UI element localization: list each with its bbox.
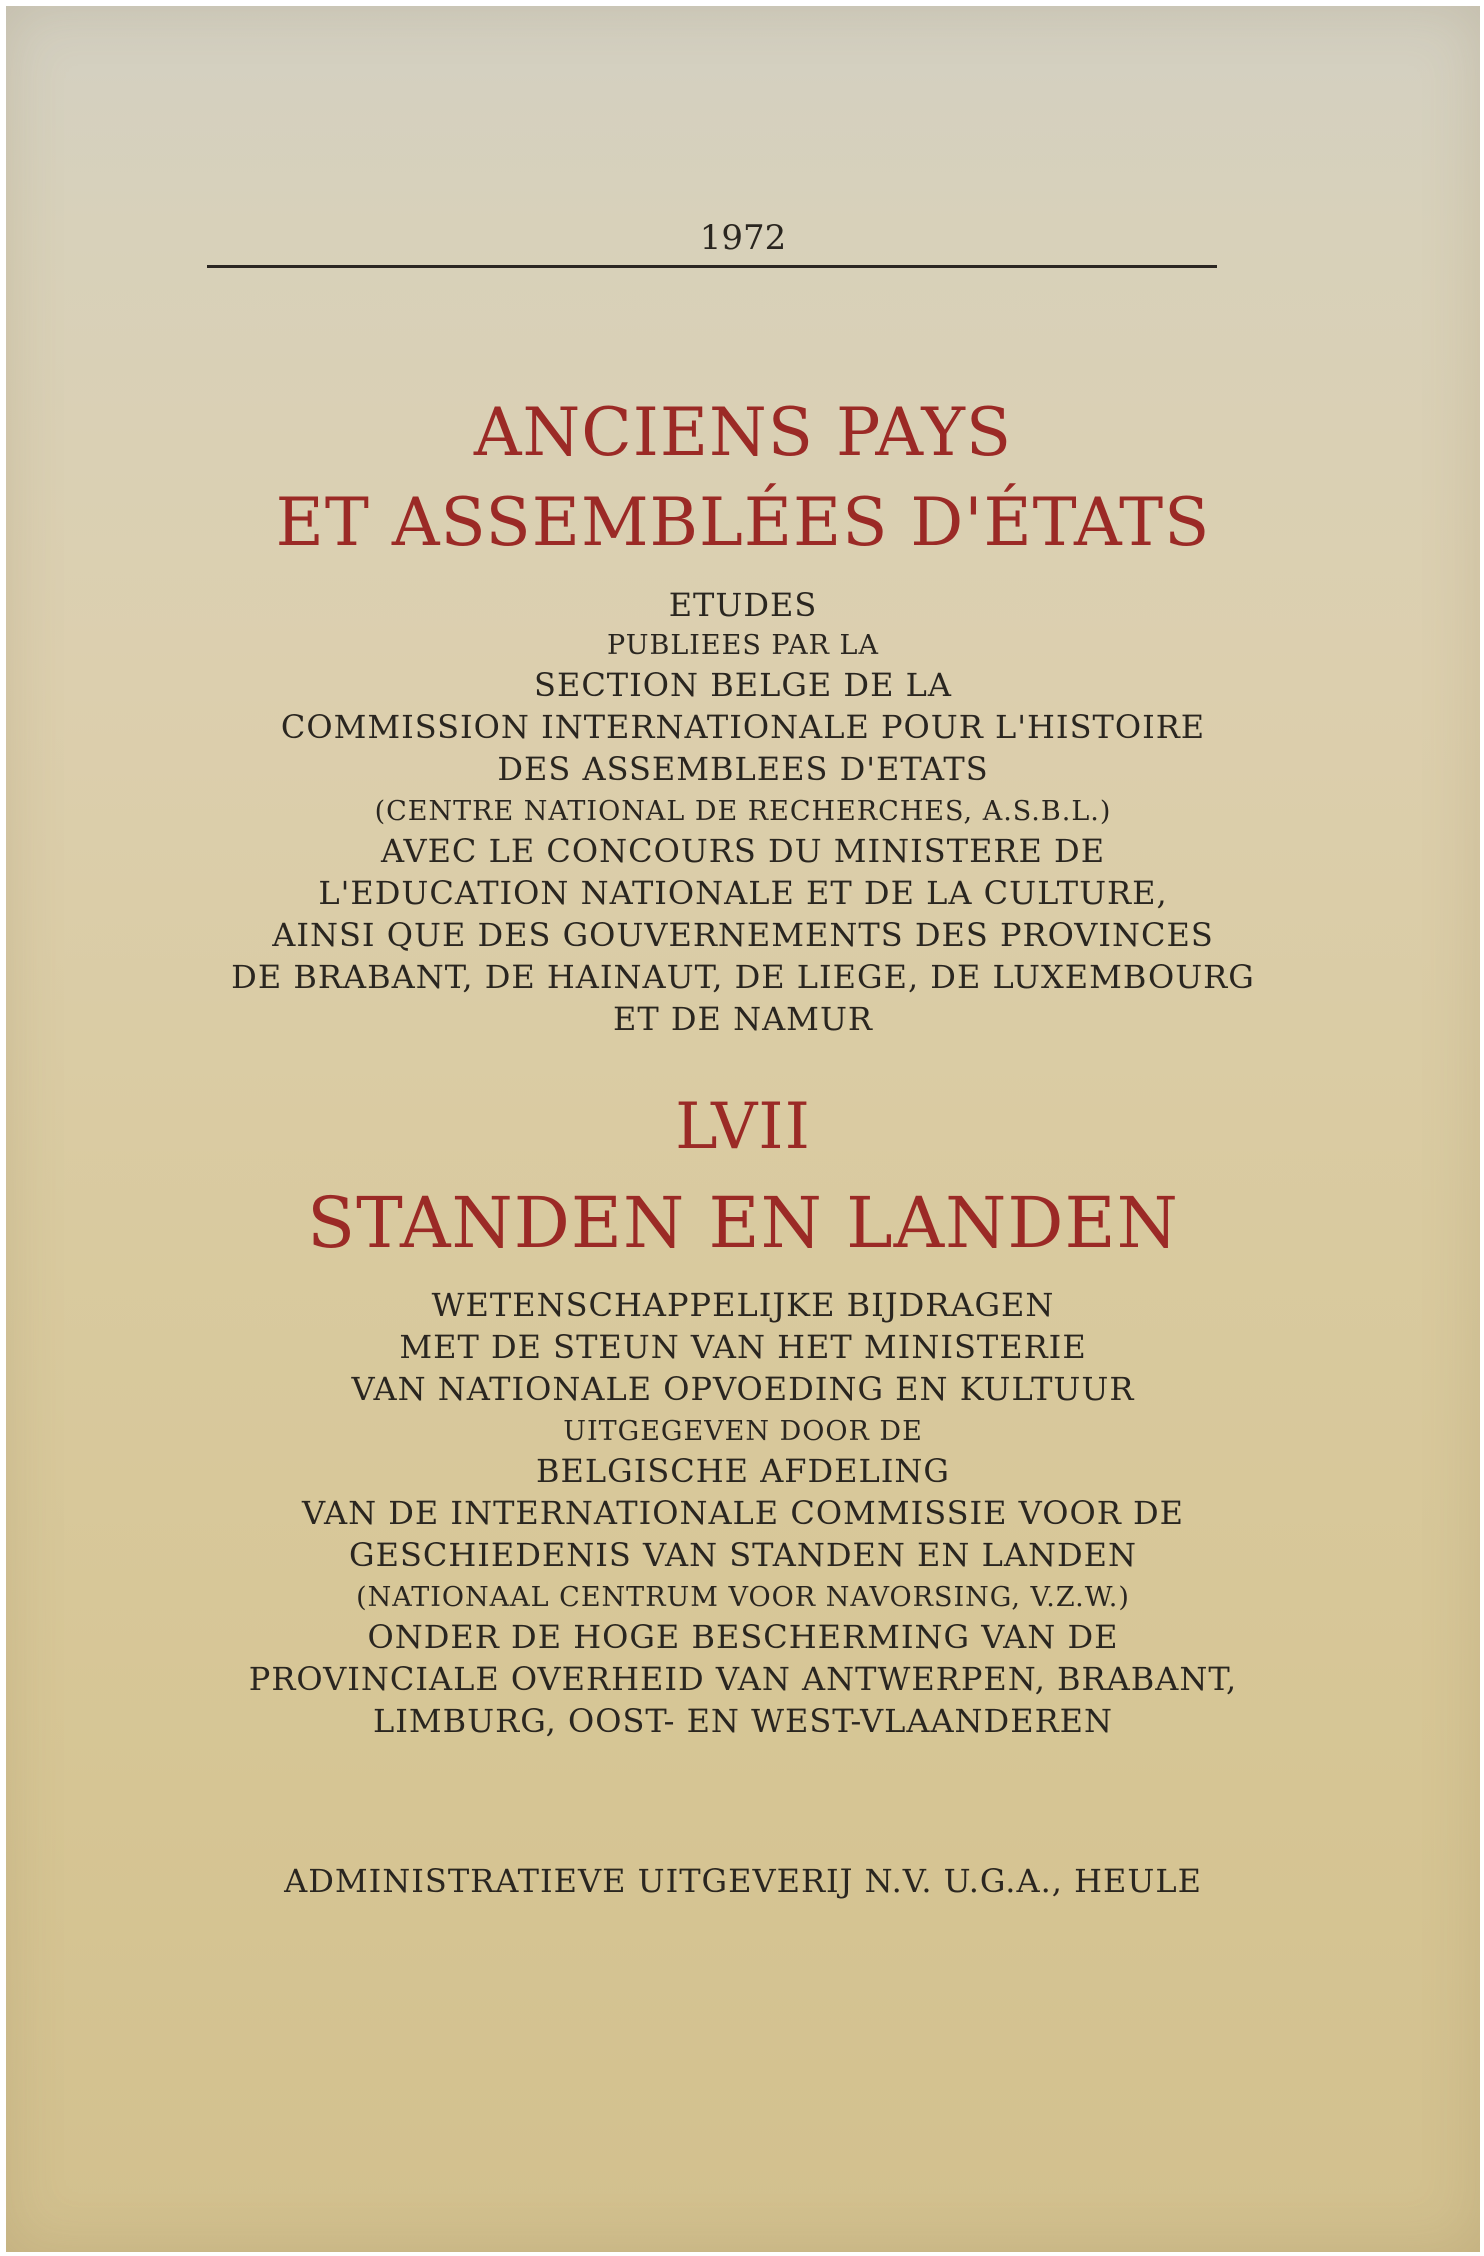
title-line-2: ET ASSEMBLÉES D'ÉTATS (275, 484, 1211, 561)
volume-number: LVII (675, 1090, 811, 1164)
french-line-4: COMMISSION INTERNATIONALE POUR L'HISTOIRE (280, 708, 1206, 746)
dutch-line-5: BELGISCHE AFDELING (536, 1452, 950, 1490)
dutch-line-8: (NATIONAAL CENTRUM VOOR NAVORSING, V.Z.W.) (356, 1582, 1130, 1613)
dutch-line-7: GESCHIEDENIS VAN STANDEN EN LANDEN (349, 1536, 1137, 1574)
french-line-1: ETUDES (668, 586, 818, 624)
book-cover (6, 6, 1480, 2252)
dutch-line-3: VAN NATIONALE OPVOEDING EN KULTUUR (351, 1370, 1135, 1408)
dutch-line-2: MET DE STEUN VAN HET MINISTERIE (399, 1328, 1087, 1366)
dutch-line-10: PROVINCIALE OVERHEID VAN ANTWERPEN, BRABANT, (248, 1660, 1238, 1698)
subtitle: STANDEN EN LANDEN (307, 1182, 1179, 1264)
dutch-line-4: UITGEGEVEN DOOR DE (563, 1416, 923, 1447)
french-line-8: L'EDUCATION NATIONALE ET DE LA CULTURE, (318, 874, 1168, 912)
french-line-10: DE BRABANT, DE HAINAUT, DE LIEGE, DE LUXEMBOURG (231, 958, 1255, 996)
publisher: ADMINISTRATIEVE UITGEVERIJ N.V. U.G.A., HEULE (284, 1862, 1202, 1900)
french-line-11: ET DE NAMUR (613, 1000, 873, 1038)
french-line-7: AVEC LE CONCOURS DU MINISTERE DE (380, 832, 1106, 870)
dutch-line-6: VAN DE INTERNATIONALE COMMISSIE VOOR DE (302, 1494, 1184, 1532)
dutch-line-1: WETENSCHAPPELIJKE BIJDRAGEN (431, 1286, 1055, 1324)
title-line-1: ANCIENS PAYS (473, 394, 1013, 471)
year: 1972 (699, 218, 787, 258)
french-line-9: AINSI QUE DES GOUVERNEMENTS DES PROVINCES (272, 916, 1214, 954)
french-line-6: (CENTRE NATIONAL DE RECHERCHES, A.S.B.L.) (374, 796, 1112, 827)
french-line-3: SECTION BELGE DE LA (534, 666, 952, 704)
dutch-line-11: LIMBURG, OOST- EN WEST-VLAANDEREN (372, 1702, 1114, 1740)
french-line-2: PUBLIEES PAR LA (607, 630, 879, 661)
french-line-5: DES ASSEMBLEES D'ETATS (497, 750, 989, 788)
header-rule (207, 265, 1217, 268)
dutch-line-9: ONDER DE HOGE BESCHERMING VAN DE (367, 1618, 1119, 1656)
